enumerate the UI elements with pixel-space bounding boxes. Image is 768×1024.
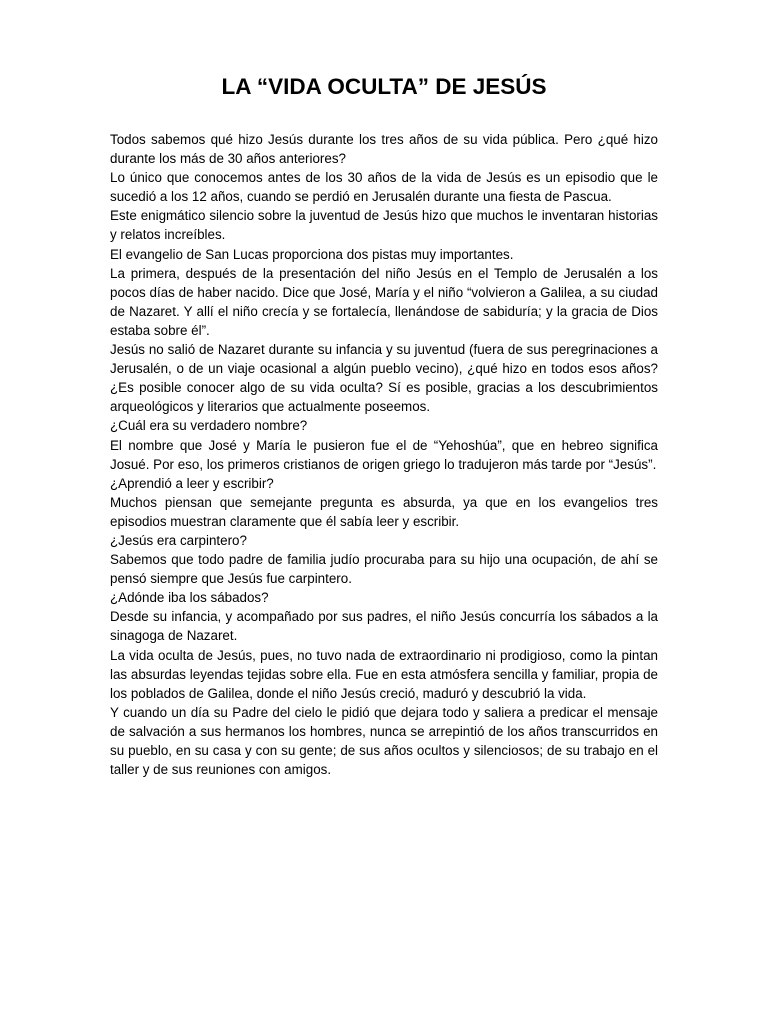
paragraph: La vida oculta de Jesús, pues, no tuvo nada de extraordinario ni prodigioso, como la pintan las absurdas leyendas tejidas sobre ella. Fue en esta atmósfera sencilla y familiar, propia de los poblados de Galilea, donde el niño Jesús creció, maduró y descubrió la vida.	[110, 647, 658, 701]
paragraph: Y cuando un día su Padre del cielo le pidió que dejara todo y saliera a predicar el mensaje de salvación a sus hermanos los hombres, nunca se arrepintió de los años transcurridos en su pueblo, en su casa y con su gente; de sus años ocultos y silenciosos; de su trabajo en el taller y de sus reuniones con amigos.	[110, 704, 658, 778]
section-question: ¿Cuál era su verdadero nombre?	[110, 418, 308, 434]
paragraph: Sabemos que todo padre de familia judío procuraba para su hijo una ocupación, de ahí se pensó siempre que Jesús fue carpintero.	[110, 552, 658, 587]
document-body	[110, 130, 658, 779]
paragraph: Muchos piensan que semejante pregunta es absurda, ya que en los evangelios tres episodios muestran claramente que él sabía leer y escribir.	[110, 494, 658, 529]
paragraph: El nombre que José y María le pusieron fue el de “Yehoshúa”, que en hebreo significa Josué. Por eso, los primeros cristianos de origen griego lo tradujeron más tarde por “Jesús”.	[110, 437, 658, 472]
document-title: LA “VIDA OCULTA” DE JESÚS	[221, 74, 547, 99]
paragraph: La primera, después de la presentación del niño Jesús en el Templo de Jerusalén a los pocos días de haber nacido. Dice que José, María y el niño “volvieron a Galilea, a su ciudad de Nazaret. Y allí el niño crecía y se fortalecía, llenándose de sabiduría; y la gracia de Dios estaba sobre él”.	[110, 265, 658, 338]
section-question: ¿Aprendió a leer y escribir?	[110, 475, 274, 491]
paragraph: Lo único que conocemos antes de los 30 años de la vida de Jesús es un episodio que le sucedió a los 12 años, cuando se perdió en Jerusalén durante una fiesta de Pascua.	[110, 170, 658, 205]
paragraph: Este enigmático silencio sobre la juventud de Jesús hizo que muchos le inventaran historias y relatos increíbles.	[110, 208, 658, 243]
section-question: ¿Adónde iba los sábados?	[110, 590, 269, 606]
section-question: ¿Jesús era carpintero?	[110, 532, 247, 548]
paragraph: Desde su infancia, y acompañado por sus padres, el niño Jesús concurría los sábados a la sinagoga de Nazaret.	[110, 609, 658, 644]
paragraph: Todos sabemos qué hizo Jesús durante los tres años de su vida pública. Pero ¿qué hizo durante los más de 30 años anteriores?	[110, 132, 658, 167]
document-page	[110, 70, 658, 779]
paragraph: El evangelio de San Lucas proporciona dos pistas muy importantes.	[110, 246, 514, 262]
paragraph: Jesús no salió de Nazaret durante su infancia y su juventud (fuera de sus peregrinaciones a Jerusalén, o de un viaje ocasional a algún pueblo vecino), ¿qué hizo en todos esos años? ¿Es posible conocer algo de su vida oculta? Sí es posible, gracias a los descubrimientos arqueológicos y literarios que actualmente poseemos.	[110, 342, 658, 415]
